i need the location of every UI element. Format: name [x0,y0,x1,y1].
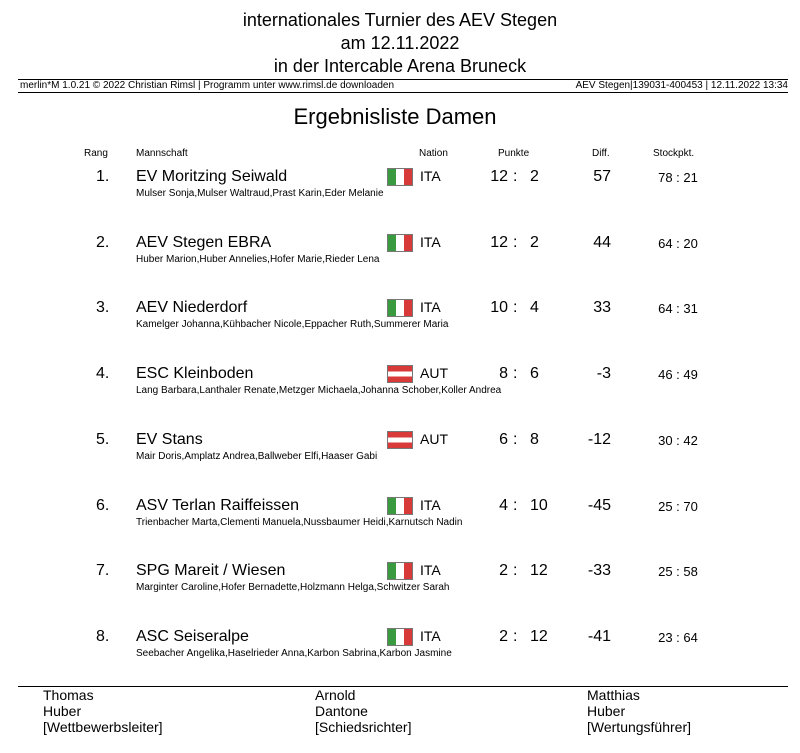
rank: 1. [96,168,110,185]
official-scorer [587,687,691,735]
difference: -33 [587,562,611,580]
points-won: 12 [490,233,508,251]
stock-points: 78 : 21 [658,170,698,185]
nation: ITA [420,627,441,644]
flag-ita-icon [387,168,413,186]
rank: 8. [96,627,110,645]
list-title: Ergebnisliste Damen [293,104,497,129]
stock-points: 64 : 20 [658,235,698,251]
stock-points: 25 : 58 [658,564,698,580]
points-lost: 10 [530,496,548,514]
result-row [0,497,800,563]
official-first-name: Thomas [43,687,94,703]
rank: 4. [96,365,110,383]
points-separator: : [513,168,518,185]
points-separator: : [513,430,518,448]
flag-ita-icon [387,562,413,580]
official-last-name: Huber [587,703,626,719]
team-players: Huber Marion,Huber Annelies,Hofer Marie,Rieder Lena [136,253,380,265]
official-first-name: Matthias [587,687,640,703]
team-name: EV Stans [136,430,203,448]
stock-points: 64 : 31 [658,301,698,317]
difference: 44 [593,233,611,251]
difference: -41 [587,627,611,645]
points-won: 4 [499,496,508,514]
team-players: Trienbacher Marta,Clementi Manuela,Nussbaumer Heidi,Karnutsch Nadin [136,516,463,528]
nation: AUT [420,365,448,382]
flag-ita-icon [387,234,413,252]
col-nation: Nation [419,148,448,159]
flag-ita-icon [387,299,413,317]
official-first-name: Arnold [315,687,356,703]
team-name: ASC Seiseralpe [136,627,249,645]
difference: 33 [593,299,611,317]
points-won: 6 [499,430,508,448]
nation: ITA [420,233,441,250]
team-players: Mair Doris,Amplatz Andrea,Ballweber Elfi,Haaser Gabi [136,450,378,462]
nation: ITA [420,562,441,579]
stock-points: 46 : 49 [658,367,698,383]
points-won: 12 [490,168,508,185]
points-won: 2 [499,562,508,580]
official-role: [Schiedsrichter] [315,719,412,735]
points-separator: : [513,627,518,645]
nation: ITA [420,299,441,316]
points-lost: 2 [530,168,539,185]
flag-ita-icon [387,497,413,515]
team-name: AEV Stegen EBRA [136,233,272,251]
team-name: SPG Mareit / Wiesen [136,562,286,580]
team-name: AEV Niederdorf [136,299,248,317]
col-points: Punkte [498,148,530,159]
col-stock: Stockpkt. [653,148,695,159]
official-referee [315,687,411,735]
result-row [0,431,800,497]
nation: AUT [420,430,448,447]
points-won: 8 [499,365,508,383]
col-team: Mannschaft [136,148,188,159]
official-role: [Wettbewerbsleiter] [43,719,163,735]
rank: 3. [96,299,110,317]
difference: -3 [596,365,611,383]
team-name: ESC Kleinboden [136,365,254,383]
team-name: EV Moritzing Seiwald [136,168,288,185]
official-last-name: Huber [43,703,82,719]
points-lost: 8 [530,430,539,448]
difference: -45 [587,496,611,514]
official-competition-leader [43,687,163,735]
program-info: merlin*M 1.0.21 © 2022 Christian Rimsl | Programm unter www.rimsl.de downloaden [20,80,394,91]
result-row [0,234,800,300]
points-separator: : [513,496,518,514]
team-players: Kamelger Johanna,Kühbacher Nicole,Eppacher Ruth,Summerer Maria [136,319,449,331]
team-players: Seebacher Angelika,Haselrieder Anna,Karbon Sabrina,Karbon Jasmine [136,647,452,659]
points-won: 10 [490,299,508,317]
points-won: 2 [499,627,508,645]
points-lost: 2 [530,233,539,251]
meta-rule [18,92,788,93]
col-rank: Rang [84,148,108,159]
nation: ITA [420,168,441,184]
result-row [0,168,800,234]
official-last-name: Dantone [315,703,368,719]
difference: -12 [587,430,611,448]
tournament-venue: in der Intercable Arena Bruneck [273,56,527,76]
points-lost: 12 [530,627,548,645]
points-separator: : [513,233,518,251]
points-separator: : [513,562,518,580]
result-row [0,562,800,628]
team-players: Marginter Caroline,Hofer Bernadette,Holzmann Helga,Schwitzer Sarah [136,582,450,594]
points-lost: 12 [530,562,548,580]
team-players: Mulser Sonja,Mulser Waltraud,Prast Karin,Eder Melanie [136,188,384,199]
result-row [0,628,800,694]
stock-points: 25 : 70 [658,498,698,514]
nation: ITA [420,496,441,513]
team-players: Lang Barbara,Lanthaler Renate,Metzger Michaela,Johanna Schober,Koller Andrea [136,385,502,397]
rank: 6. [96,496,110,514]
difference: 57 [593,168,611,185]
rank: 5. [96,430,110,448]
rank: 7. [96,562,110,580]
points-lost: 6 [530,365,539,383]
stock-points: 23 : 64 [658,629,698,645]
rank: 2. [96,233,110,251]
result-row [0,299,800,365]
flag-ita-icon [387,628,413,646]
tournament-title: internationales Turnier des AEV Stegen [242,10,558,30]
team-name: ASV Terlan Raiffeissen [136,496,300,514]
result-row [0,365,800,431]
points-separator: : [513,299,518,317]
flag-aut-icon [387,365,413,383]
flag-aut-icon [387,431,413,449]
col-diff: Diff. [592,148,610,159]
points-lost: 4 [530,299,539,317]
tournament-date: am 12.11.2022 [340,33,460,53]
stock-points: 30 : 42 [658,432,698,448]
points-separator: : [513,365,518,383]
event-info: AEV Stegen|139031-400453 | 12.11.2022 13:34 [575,80,788,91]
official-role: [Wertungsführer] [587,719,692,735]
